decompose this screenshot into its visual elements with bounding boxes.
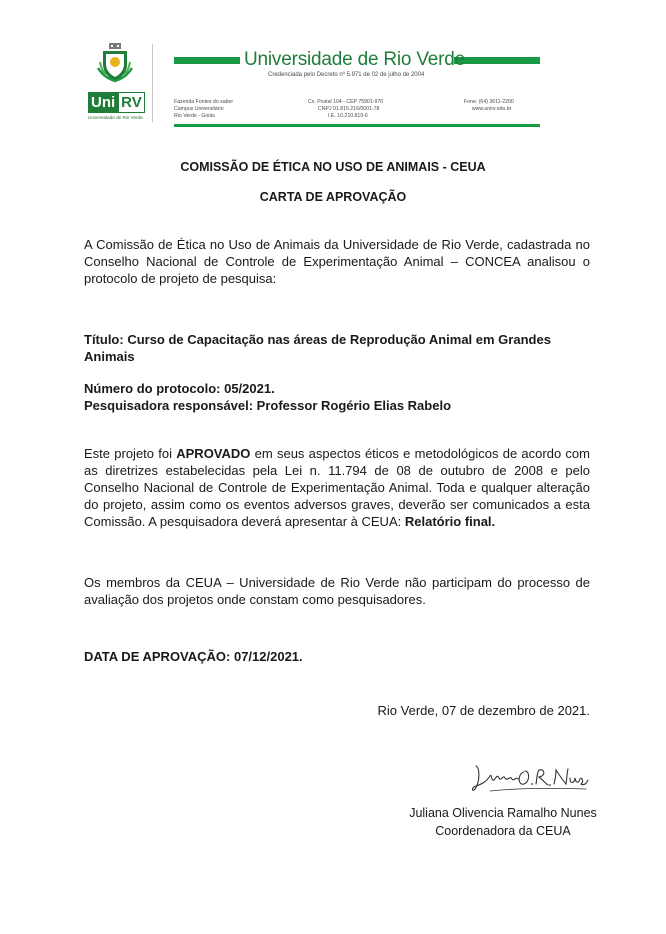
letter-heading: CARTA DE APROVAÇÃO — [259, 190, 407, 204]
postal-line: CNPJ 01.815.216/0001-78 — [318, 106, 380, 112]
contact-line: Fone: (64) 3611-2200 — [464, 99, 514, 105]
signer-name: Juliana Olivencia Ramalho Nunes — [409, 806, 597, 820]
handwritten-signature — [470, 762, 590, 796]
letterhead-bar-right — [454, 57, 540, 64]
logo-tagline: Universidade de Rio Verde — [88, 115, 143, 120]
address-line: Campus Universitário — [174, 106, 224, 112]
members-note: Os membros da CEUA – Universidade de Rio Verde não participam do processo de avaliação dos projetos onde constam como pesquisadores. — [84, 575, 590, 607]
letterhead-postal — [308, 99, 383, 120]
postal-line: I.E. 10.210.819-6 — [328, 113, 368, 119]
logo-rv-text: RV — [118, 92, 145, 113]
approval-date: DATA DE APROVAÇÃO: 07/12/2021. — [84, 649, 303, 664]
university-title: Universidade de Rio Verde — [244, 49, 466, 70]
address-line: Rio Verde - Goiás — [174, 113, 215, 119]
letterhead-divider — [152, 44, 153, 122]
letterhead-bar-left — [174, 57, 240, 64]
letterhead-bottom-bar — [174, 124, 540, 127]
address-line: Fazenda Fontes do saber — [174, 99, 234, 105]
responsible-researcher: Pesquisadora responsável: Professor Rogério Elias Rabelo — [84, 398, 452, 413]
committee-heading: COMISSÃO DE ÉTICA NO USO DE ANIMAIS - CEUA — [180, 160, 486, 174]
place-and-date: Rio Verde, 07 de dezembro de 2021. — [377, 703, 590, 718]
unirv-logo — [88, 92, 148, 120]
logo-uni-text: Uni — [88, 92, 118, 113]
signer-block — [388, 804, 618, 840]
letterhead-address — [174, 99, 233, 120]
protocol-number: Número do protocolo: 05/2021. — [84, 381, 275, 396]
university-accreditation: Credenciada pelo Decreto nº 5.971 de 02 de julho de 2004 — [268, 72, 425, 78]
signer-role: Coordenadora da CEUA — [435, 824, 571, 838]
university-crest-icon — [94, 42, 136, 84]
approval-prefix: Este projeto foi — [84, 446, 172, 461]
signature-caption — [470, 796, 471, 797]
required-report: Relatório final. — [404, 514, 496, 529]
postal-line: Cx. Postal 104 - CEP 75901-970 — [308, 99, 384, 105]
approval-body: em seus aspectos éticos e metodológicos de acordo com as diretrizes estabelecidas pela Lei n. 11.794 de 08 de outubro de 2008 e pelo Conselho Nacional de Controle de Experimentação Animal. Toda e qualquer alteração do projeto, assim como os eventos adversos graves, deverão ser comunicados a esta Comissão. A pesquisadora deverá apresentar à CEUA: — [84, 446, 590, 529]
approval-status: APROVADO — [176, 446, 251, 461]
project-title: Título: Curso de Capacitação nas áreas de Reprodução Animal em Grandes Animais — [84, 332, 551, 364]
approval-paragraph — [84, 445, 590, 530]
contact-line: www.unirv.edu.br — [472, 106, 512, 112]
letterhead-contact — [464, 99, 514, 113]
intro-paragraph: A Comissão de Ética no Uso de Animais da Universidade de Rio Verde, cadastrada no Conselho Nacional de Controle de Experimentação Animal – CONCEA analisou o protocolo de projeto de pesquisa: — [84, 237, 590, 286]
